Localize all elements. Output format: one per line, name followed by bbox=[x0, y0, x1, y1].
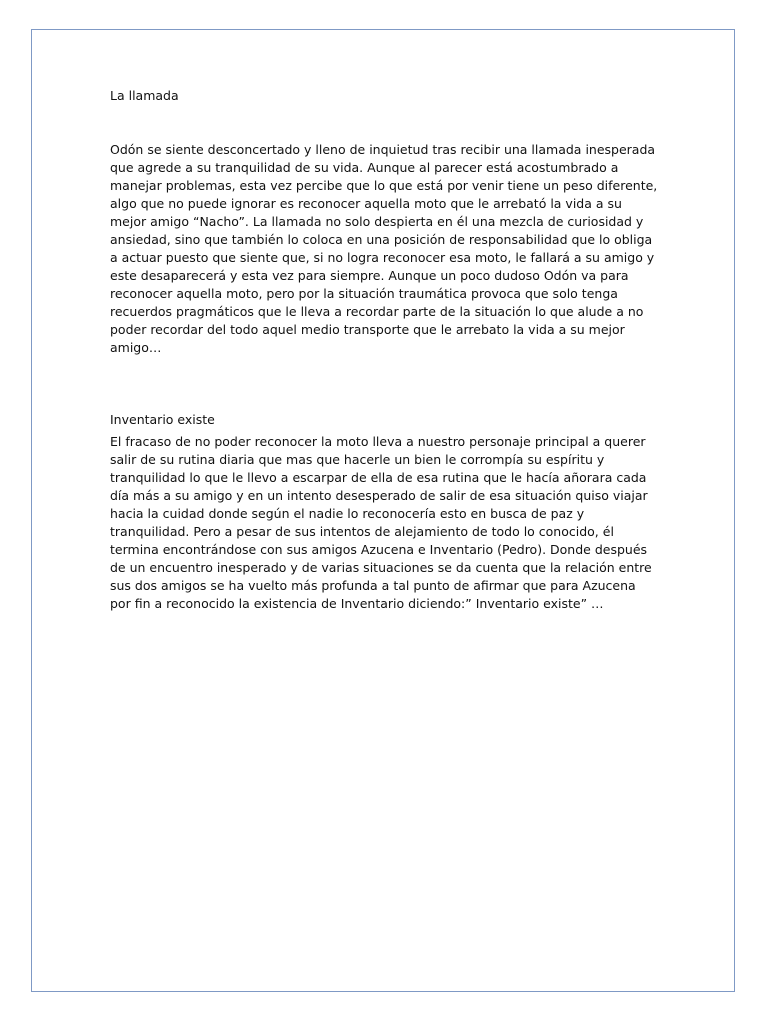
section-paragraph-la-llamada: Odón se siente desconcertado y lleno de inquietud tras recibir una llamada inesperada que agrede a su tranquilidad de su vida. Aunque al parecer está acostumbrado a manejar problemas, esta vez percibe que lo que está por venir tiene un peso diferente, algo que no puede ignorar es reconocer aquella moto que le arrebató la vida a su mejor amigo “Nacho”. La llamada no solo despierta en él una mezcla de curiosidad y ansiedad, sino que también lo coloca en una posición de responsabilidad que lo obliga a actuar puesto que siente que, si no logra reconocer esa moto, le fallará a su amigo y este desaparecerá y esta vez para siempre. Aunque un poco dudoso Odón va para reconocer aquella moto, pero por la situación traumática provoca que solo tenga recuerdos pragmáticos que le lleva a recordar parte de la situación lo que alude a no poder recordar del todo aquel medio transporte que le arrebato la vida a su mejor amigo… bbox=[110, 142, 658, 355]
section-paragraph-inventario-existe: El fracaso de no poder reconocer la moto lleva a nuestro personaje principal a querer salir de su rutina diaria que mas que hacerle un bien le corrompía su espíritu y tranquilidad lo que le llevo a escarpar de ella de esa rutina que le hacía añorara cada día más a su amigo y en un intento desesperado de salir de esa situación quiso viajar hacia la cuidad donde según el nadie lo reconocería esto en busca de paz y tranquilidad. Pero a pesar de sus intentos de alejamiento de todo lo conocido, él termina encontrándose con sus amigos Azucena e Inventario (Pedro). Donde después de un encuentro inesperado y de varias situaciones se da cuenta que la relación entre sus dos amigos se ha vuelto más profunda a tal punto de afirmar que para Azucena por fin a reconocido la existencia de Inventario diciendo:” Inventario existe” … bbox=[110, 434, 652, 611]
section-title-inventario-existe: Inventario existe bbox=[110, 412, 215, 427]
section-title-la-llamada: La llamada bbox=[110, 88, 179, 103]
document-body bbox=[110, 87, 660, 613]
